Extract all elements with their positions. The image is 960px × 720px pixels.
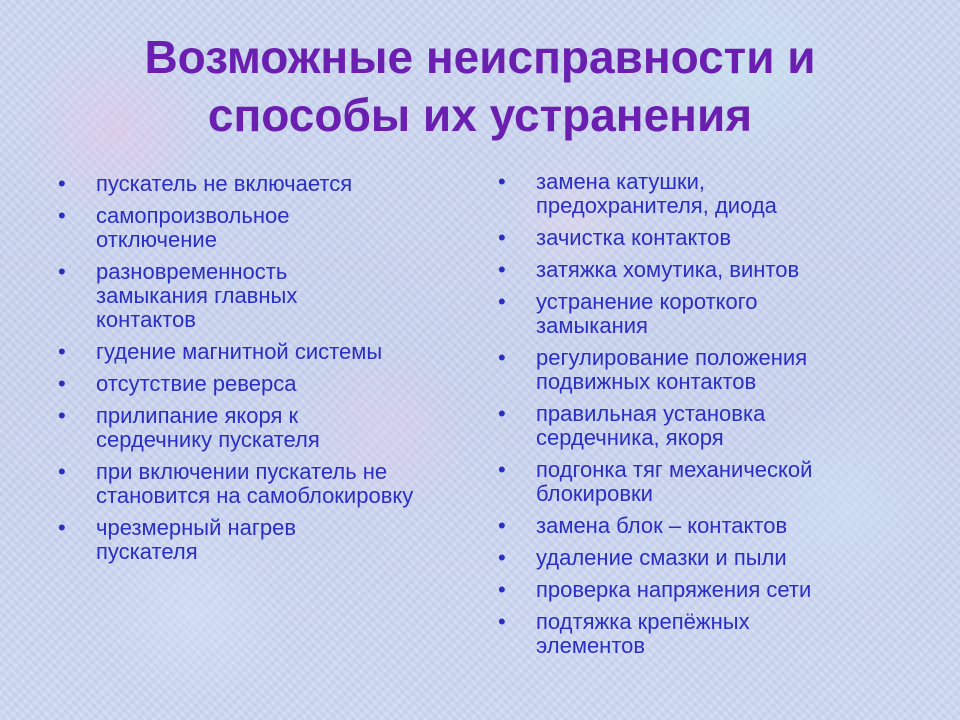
fault-item: • при включении пускатель не становится на самоблокировку — [58, 460, 458, 508]
remedy-item: • подгонка тяг механической блокировки — [498, 458, 881, 506]
fault-item: • пускатель не включается — [58, 172, 426, 196]
slide-title-line-1: Возможные неисправности и — [144, 31, 816, 83]
fault-item: • самопроизвольное отключение — [58, 204, 346, 252]
remedy-item: • устранение короткого замыкания — [498, 290, 816, 338]
fault-item: • гудение магнитной системы — [58, 340, 456, 364]
remedy-item: • подтяжка крепёжных элементов — [498, 610, 816, 658]
remedy-item: • регулирование положения подвижных контактов — [498, 346, 876, 394]
fault-item: • прилипание якоря к сердечнику пускателя — [58, 404, 396, 452]
slide-title-line-2: способы их устранения — [207, 89, 753, 141]
fault-item: • чрезмерный нагрев пускателя — [58, 516, 356, 564]
remedies-list — [498, 170, 898, 666]
slide-title — [30, 28, 930, 144]
fault-item: • отсутствие реверса — [58, 372, 416, 396]
remedy-item: • зачистка контактов — [498, 226, 836, 250]
remedy-item: • удаление смазки и пыли — [498, 546, 866, 570]
remedy-item: • замена катушки, предохранителя, диода — [498, 170, 836, 218]
remedy-item: • затяжка хомутика, винтов — [498, 258, 866, 282]
remedy-item: • правильная установка сердечника, якоря — [498, 402, 836, 450]
remedy-item: • замена блок – контактов — [498, 514, 866, 538]
faults-list — [58, 172, 458, 572]
fault-item: • разновременность замыкания главных контактов — [58, 260, 366, 332]
remedy-item: • проверка напряжения сети — [498, 578, 886, 602]
